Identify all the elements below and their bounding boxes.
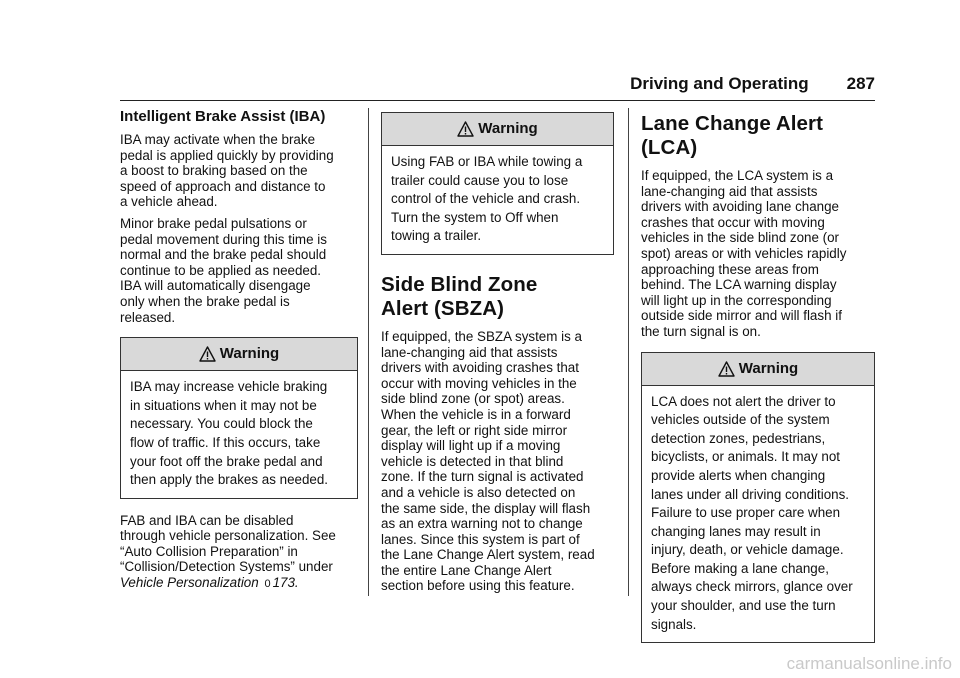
warning-triangle-icon: [718, 361, 735, 377]
header-divider: [120, 100, 875, 101]
watermark: carmanualsonline.info: [786, 654, 952, 673]
lca-heading: Lane Change Alert (LCA): [641, 112, 824, 159]
lca-warning-box: [641, 352, 875, 644]
warning-text: LCA does not alert the driver to vehicles outside of the system detection zones, pedestrians, bicyclists, or animals. It may not provide alerts when changing lanes under all driving conditions. Failure to use proper care when changing lanes may result in injury, death, or vehicle damage. Before making a lane change, always check mirrors, glance over your shoulder, and use the turn signals.: [651, 393, 853, 632]
lca-paragraph: If equipped, the LCA system is a lane-changing aid that assists drivers with avoiding lane change crashes that occur with moving vehicles in the side blind zone (or spot) areas or with vehicles rapidly approaching these areas from behind. The LCA warning display will light up in the corresponding outside side mirror and will flash if the turn signal is on.: [641, 168, 847, 339]
warning-header: [642, 353, 874, 386]
warning-title: Warning: [478, 120, 538, 138]
page-number: 287: [846, 74, 875, 93]
section-title: Driving and Operating: [630, 74, 809, 93]
warning-text: Using FAB or IBA while towing a trailer could cause you to lose control of the vehicle and crash. Turn the system to Off when towing a trailer.: [391, 154, 583, 244]
column-2: [381, 108, 614, 600]
warning-triangle-icon: [199, 346, 216, 362]
cross-reference-title: Vehicle Personalization: [120, 575, 259, 591]
warning-title: Warning: [738, 359, 799, 377]
cross-reference-page[interactable]: 173.: [272, 575, 299, 591]
iba-warning-box: [120, 337, 358, 499]
warning-text: IBA may increase vehicle braking in situations when it may not be necessary. You could block the flow of traffic. If this occurs, take your foot off the brake pedal and then apply the brakes as needed.: [130, 379, 329, 488]
sbza-heading-line-2: Alert (SBZA): [381, 296, 505, 320]
fab-iba-paragraph: [120, 513, 358, 593]
page-header: [120, 72, 875, 96]
iba-paragraph-1: IBA may activate when the brake pedal is applied quickly by providing a boost to braking based on the speed of approach and distance to a vehicle ahead.: [120, 132, 334, 210]
sbza-paragraph: If equipped, the SBZA system is a lane-changing aid that assists drivers with avoiding crashes that occur with moving vehicles in the side blind zone (or spot) areas. When the vehicle is in a forward gear, the left or right side mirror display will light up if a moving vehicle is detected in that blind zone. If the turn signal is activated and a vehicle is also detected on the same side, the display will flash as an extra warning not to change lanes. Since this system is part of the Lane Change Alert system, read the entire Lane Change Alert section before using this feature.: [381, 328, 595, 594]
warning-title: Warning: [219, 345, 280, 363]
column-divider-1: [368, 108, 369, 596]
column-divider-2: [628, 108, 629, 596]
sbza-heading: [381, 273, 614, 321]
fab-iba-text: FAB and IBA can be disabled through vehicle personalization. See “Auto Collision Preparation” in “Collision/Detection Systems” under: [120, 512, 336, 575]
iba-heading: Intelligent Brake Assist (IBA): [120, 108, 326, 125]
iba-paragraph-2: Minor brake pedal pulsations or pedal movement during this time is normal and the brake pedal should continue to be applied as needed. IBA will automatically disengage only when the brake pedal is released.: [120, 215, 327, 325]
column-3: [641, 108, 875, 657]
warning-header: [382, 113, 613, 146]
sbza-heading-line-1: Side Blind Zone: [381, 272, 538, 296]
column-1: [120, 108, 358, 599]
towing-warning-box: [381, 112, 614, 255]
warning-header: [121, 338, 357, 371]
page-ref-icon: 0: [264, 578, 271, 591]
warning-triangle-icon: [457, 121, 474, 137]
